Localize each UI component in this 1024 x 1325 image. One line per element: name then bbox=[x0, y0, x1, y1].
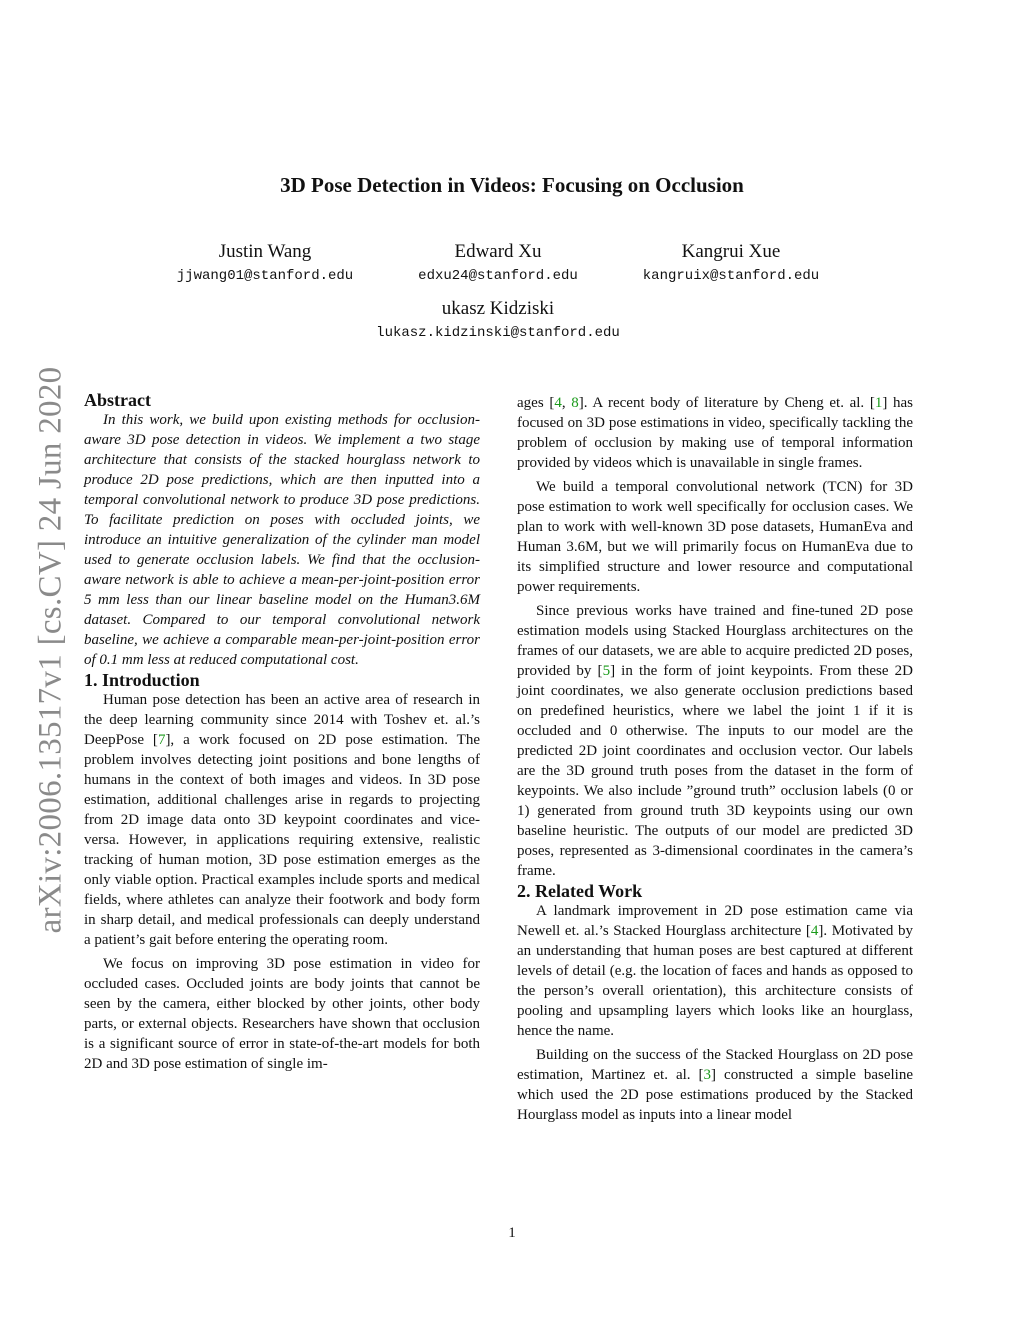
citation-link[interactable]: 7 bbox=[157, 732, 166, 748]
related-work-heading: 2. Related Work bbox=[517, 881, 643, 901]
author-name: Kangrui Xue bbox=[681, 241, 781, 262]
author-name: Edward Xu bbox=[454, 241, 542, 262]
citation-link[interactable]: 3 bbox=[703, 1067, 712, 1083]
citation-link[interactable]: 4 bbox=[810, 923, 819, 939]
citation-link[interactable]: 8 bbox=[571, 395, 579, 411]
intro-paragraph-2-continued: ages [4, 8]. A recent body of literature by Cheng et. al. [1] has focused on 3D pose estimations in video, specifically tackling the problem of occlusion by making use of temporal information provided by videos which is unavailable in single frames. bbox=[517, 395, 913, 471]
related-paragraph-1: A landmark improvement in 2D pose estimation came via Newell et. al.’s Stacked Hourglass architecture [4]. Motivated by an understanding that human poses are best captured at different levels of detail (e.g. the location of faces and hands as opposed to the person’s overall orientation), this architecture consists of pooling and upsampling layers which looks like an hourglass, hence the name. bbox=[517, 903, 913, 1039]
citation-link[interactable]: 5 bbox=[602, 663, 611, 679]
arxiv-identifier-sidebar bbox=[30, 350, 72, 950]
intro-paragraph-4: Since previous works have trained and fine-tuned 2D pose estimation models using Stacked Hourglass architectures on the frames of our datasets, we are able to acquire predicted 2D poses, provided by [5] in the form of joint keypoints. From these 2D joint coordinates, we also generate occlusion predictions based on predefined heuristics, where we label the joint 1 if it is occluded and 0 otherwise. The inputs to our model are the predicted 2D joint coordinates and occlusion vector. Our labels are the 3D ground truth poses from the dataset in the form of keypoints. We also include ”ground truth” occlusion labels (0 or 1) generated from ground truth 3D keypoints using our own baseline heuristic. The outputs of our model are predicted 3D poses, represented as 3-dimensional coordinates in the camera’s frame. bbox=[517, 603, 913, 879]
author-email: lukasz.kidzinski@stanford.edu bbox=[376, 325, 620, 341]
author-name: Justin Wang bbox=[218, 241, 312, 262]
citation-link[interactable]: 4 bbox=[554, 395, 562, 411]
abstract-heading: Abstract bbox=[84, 390, 151, 410]
abstract-text: In this work, we build upon existing methods for occlusion-aware 3D pose detection in videos. We implement a two stage architecture that consists of the stacked hourglass network to produce 2D pose predictions, which are then inputted into a temporal convolutional network to produce 3D pose predictions. To facilitate prediction on poses with occluded joints, we introduce an intuitive generalization of the cylinder man model used to generate occlusion labels. We find that the occlusion-aware network is able to achieve a mean-per-joint-position error 5 mm less than our linear baseline model on the Human3.6M dataset. Compared to our temporal convolutional network baseline, we achieve a comparable mean-per-joint-position error of 0.1 mm less at reduced computational cost. bbox=[84, 412, 480, 668]
related-paragraph-2: Building on the success of the Stacked Hourglass on 2D pose estimation, Martinez et. al. [3] constructed a simple baseline which used the 2D pose estimations produced by the Stacked Hourglass model as inputs into a linear model bbox=[517, 1047, 913, 1123]
citation-link[interactable]: 1 bbox=[874, 395, 883, 411]
intro-paragraph-1: Human pose detection has been an active area of research in the deep learning community since 2014 with Toshev et. al.’s DeepPose [7], a work focused on 2D pose estimation. The problem involves detecting joint positions and bone lengths of humans in the context of both images and videos. In 3D pose estimation, additional challenges arise in regards to projecting from 2D image data onto 3D keypoint coordinates and vice-versa. However, in applications requiring extensive, realistic tracking of human motion, 3D pose estimation emerges as the only viable option. Practical examples include sports and medical fields, where athletes can analyze their footwork and body form in sharp detail, and medical professionals can deeply understand a patient’s gait before entering the operating room. bbox=[84, 692, 481, 948]
intro-paragraph-3: We build a temporal convolutional network (TCN) for 3D pose estimation to work well specifically for occlusion cases. We plan to work with well-known 3D pose datasets, HumanEva and Human 3.6M, but we will primarily focus on HumanEva due to its simplified structure and lower resource and computational power requirements. bbox=[517, 479, 913, 595]
author-email: kangruix@stanford.edu bbox=[642, 268, 820, 284]
author-email: edxu24@stanford.edu bbox=[418, 268, 578, 284]
author-3 bbox=[591, 241, 871, 284]
author-4 bbox=[358, 298, 638, 341]
paper-title: 3D Pose Detection in Videos: Focusing on Occlusion bbox=[280, 173, 744, 197]
introduction-heading: 1. Introduction bbox=[84, 670, 200, 690]
author-email: jjwang01@stanford.edu bbox=[176, 268, 354, 284]
right-column bbox=[517, 393, 913, 1125]
arxiv-id-text: arXiv:2006.13517v1 [cs.CV] 24 Jun 2020 bbox=[32, 366, 69, 934]
author-name: ukasz Kidziski bbox=[441, 298, 555, 319]
left-column bbox=[84, 390, 480, 1074]
page-number: 1 bbox=[508, 1225, 516, 1241]
intro-paragraph-2: We focus on improving 3D pose estimation in video for occluded cases. Occluded joints are body joints that cannot be seen by the camera, either blocked by other joints, other body parts, or external objects. Researchers have shown that occlusion is a significant source of error in state-of-the-art models for both 2D and 3D pose estimation of single im- bbox=[84, 956, 480, 1072]
